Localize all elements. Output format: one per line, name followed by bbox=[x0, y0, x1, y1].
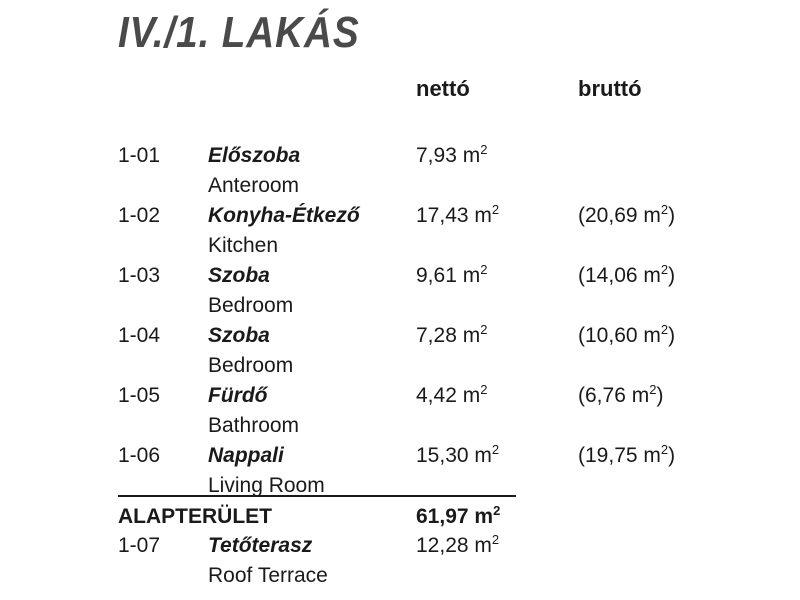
total-label: ALAPTERÜLET bbox=[118, 505, 272, 528]
room-name-english: Bedroom bbox=[208, 354, 294, 377]
room-net-area: 7,28 $m^2$ bbox=[416, 322, 488, 347]
room-code: 1-07 bbox=[118, 534, 161, 557]
room-name-english: Bedroom bbox=[208, 294, 294, 317]
room-name: Tetőterasz bbox=[208, 534, 313, 557]
room-code: 1-05 bbox=[118, 384, 161, 407]
room-name: Szoba bbox=[208, 264, 270, 287]
room-row bbox=[0, 384, 800, 444]
room-name-english: Bathroom bbox=[208, 414, 300, 437]
room-gross-area: (10,60 $m^2$) bbox=[578, 322, 676, 347]
room-code: 1-04 bbox=[118, 324, 161, 347]
room-name: Konyha-Étkező bbox=[208, 204, 360, 227]
room-net-area: 4,42 $m^2$ bbox=[416, 382, 488, 407]
room-row bbox=[0, 204, 800, 264]
room-net-area: 7,93 $m^2$ bbox=[416, 142, 488, 167]
room-row bbox=[0, 144, 800, 204]
room-net-area: 9,61 $m^2$ bbox=[416, 262, 488, 287]
total-net-area: 61,97 $m^2$ bbox=[416, 503, 501, 528]
room-name: Fürdő bbox=[208, 384, 268, 407]
room-name-english: Roof Terrace bbox=[208, 564, 328, 587]
room-row bbox=[0, 534, 800, 594]
room-gross-area: (6,76 $m^2$) bbox=[578, 382, 664, 407]
room-name-english: Anteroom bbox=[208, 174, 300, 197]
room-row bbox=[0, 324, 800, 384]
room-name: Előszoba bbox=[208, 144, 301, 167]
room-gross-area: (20,69 $m^2$) bbox=[578, 202, 676, 227]
room-code: 1-02 bbox=[118, 204, 161, 227]
page-title: IV./1. LAKÁS bbox=[118, 8, 360, 57]
room-name-english: Kitchen bbox=[208, 234, 279, 257]
room-gross-area: (14,06 $m^2$) bbox=[578, 262, 676, 287]
room-name: Szoba bbox=[208, 324, 270, 347]
room-net-area: 12,28 $m^2$ bbox=[416, 532, 500, 557]
room-name: Nappali bbox=[208, 444, 284, 467]
room-gross-area: (19,75 $m^2$) bbox=[578, 442, 676, 467]
room-name-english: Living Room bbox=[208, 474, 325, 497]
net-column-header: nettó bbox=[416, 76, 470, 101]
gross-column-header: bruttó bbox=[578, 76, 642, 101]
room-row bbox=[0, 264, 800, 324]
room-code: 1-06 bbox=[118, 444, 161, 467]
room-net-area: 15,30 $m^2$ bbox=[416, 442, 500, 467]
room-code: 1-01 bbox=[118, 144, 161, 167]
room-net-area: 17,43 $m^2$ bbox=[416, 202, 500, 227]
total-divider bbox=[118, 495, 516, 497]
room-code: 1-03 bbox=[118, 264, 161, 287]
